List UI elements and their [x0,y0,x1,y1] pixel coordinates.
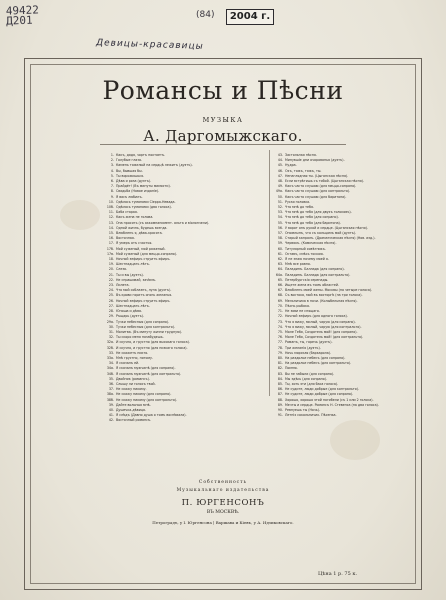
ink-mark: (84) [196,10,215,20]
entry-number: 2. [110,158,114,163]
entry-title: Не скажетъ никто. [116,350,149,355]
entry-title: Ищете жена въ томъ областей. [285,283,340,288]
contents-entry [273,413,427,418]
entry-number: 69. [277,298,283,303]
entry-number: 73. [277,319,283,324]
entry-number: 56. [277,225,283,230]
entry-number: 64. [277,267,283,272]
entry-title: Вы не забыли (для сопрано). [285,371,335,376]
entry-title: Титулярный совѣтникъ. [285,246,326,251]
entry-title: Вы, бывшая бы. [116,168,143,173]
publisher-name: П. ЮРГЕНСОНЪ [181,498,265,508]
entry-title: Слеза. [116,267,128,272]
entry-title: Я сказалъ мужчинѣ (для сопрано). [116,366,176,371]
music-label: МУЗЫКА [202,116,244,124]
entry-number: 45. [277,163,283,168]
entry-title: Какъ часто слушаю (для меццо-сопрано). [285,184,357,189]
entry-number: 66. [277,283,283,288]
entry-title: Одѣлась туманами Сіерра-Невада. [116,199,176,204]
entry-number: 32б. [106,345,114,350]
entry-title: Не скажу никому (для сопрано). [116,392,172,397]
entry-title: Мой суженый (для меццо-сопрано). [116,251,178,256]
entry-number: 13. [108,220,114,225]
entry-number: 55. [277,220,283,225]
entry-number: 32. [108,335,114,340]
entry-title: Мой суженый, мой ряженый. [116,246,166,251]
entry-number: 53. [277,210,283,215]
entry-title: Восточная. [116,236,135,241]
entry-number: 11. [108,210,114,215]
entry-title: Я слѣдъ (Давно душа о томъ воспѣвала). [116,413,187,418]
entry-title: Одной жизнь, будешь всегда. [116,225,168,230]
entry-title: Помню. [285,366,298,371]
entry-number: 34. [108,361,114,366]
entry-title: Что мнѣ до тебя. [285,205,314,210]
entry-number: 3. [110,163,114,168]
entry-number: 64а. [275,272,283,277]
entry-title: И скучно, и грустно (для низкаго голоса). [116,345,188,350]
entry-title: На раздолье небесъ (для контральто). [285,361,352,366]
entry-number: 14. [108,225,114,230]
entry-title: У ворот онъ рукой и сердце. (Цыганская пѣсня). [285,225,368,230]
entry-title: Ночной зефиръ (для одного голоса). [285,314,348,319]
entry-title: Ты, хоть эти (для баса голоса). [285,381,339,386]
entry-number: 40. [108,407,114,412]
entry-title: Пѣснь рыбака. [285,303,310,308]
entry-title: Русая головка. [285,199,311,204]
entry-title: Охъ, тяжъ, тяжъ, ты. [285,168,322,173]
entry-title: Дѣва и роза (дуэтъ). [116,179,152,184]
entry-title: Молитва. (Въ минуту жизни трудную). [116,329,183,334]
entry-title: Ночной зефиръ струитъ эфиръ. [116,257,171,262]
entry-title: Паладинъ. Баллада (для сопрано). [285,267,345,272]
entry-number: 54. [277,215,283,220]
entry-number: 17в. [106,251,114,256]
entry-title: Я сказалъ ей. [116,361,140,366]
publisher-city: ВЪ МОСКВѢ. [206,510,240,515]
entry-title: Какъ жена не голова. [116,215,154,220]
entry-number: 65. [277,277,283,282]
entry-number: 12. [108,215,114,220]
price-label: Цѣна 1 р. 75 к. [318,571,358,577]
entry-number: 59. [277,241,283,246]
entry-number: 30. [108,324,114,329]
entry-number: 39. [108,402,114,407]
entry-title: Моле Тебя, Создатель мой! (для контральто). [285,335,364,340]
entry-title: Одѣлась туманами (два голоса). [116,205,172,210]
entry-number: 28. [108,309,114,314]
entry-number: 46. [277,168,283,173]
entry-title: Моле Тебя, Создатель мой! (для сопрано). [285,329,358,334]
entry-number: 23. [108,283,114,288]
handwritten-title-note: Девицы-красавицы [95,38,204,52]
entry-number: 61. [277,251,283,256]
entry-number: 34б. [106,371,114,376]
entry-number: 4. [110,168,114,173]
entry-number: 70. [277,303,283,308]
entry-number: 89. [277,402,283,407]
entry-title: Мельничиха в ночи. (Колыбельная пѣсня). [285,298,358,303]
entry-title: Свадьба (Новое изданіе). [116,189,160,194]
entry-title: Ръщарь (дуэтъ). [116,314,144,319]
entry-title: Три желанія (дуэтъ). [285,345,321,350]
entry-number: 10б. [106,205,114,210]
entry-number: 20. [108,267,114,272]
entry-number: 51. [277,199,283,204]
entry-number: 75. [277,329,283,334]
entry-number: 76. [277,335,283,340]
entry-title: Восточный романсъ. [116,418,152,423]
entry-title: Влюбленъ моей жены. Москвы (на четыре голоса). [285,288,373,293]
entry-title: Мы здѣсь (для сопрано). [285,376,328,381]
column-divider [269,150,270,396]
entry-title: Какъ, дядя, чортъ ноктаетъ. [116,153,166,157]
entry-number: 34а. [106,366,114,371]
entry-number: 84. [277,376,283,381]
entry-number: 44. [277,158,283,163]
entry-number: 71. [277,309,283,314]
entry-number: 80. [277,355,283,360]
contents-column-right [273,153,427,418]
entry-number: 35. [108,376,114,381]
entry-title: Нудра. [285,163,297,168]
publisher-house-label: Музыкальнаго издательства [176,488,270,493]
entry-number: 10. [108,199,114,204]
entry-number: 27. [108,303,114,308]
entry-number: 82. [277,366,283,371]
entry-number: 74. [277,324,283,329]
entry-title: Я умеръ отъ счастья. [116,241,153,246]
entry-number: 16. [108,236,114,241]
entry-title: Что мнѣ до тебя (для двухъ голосовъ). [285,210,352,215]
entry-number: 8. [110,189,114,194]
entry-number: 85. [277,381,283,386]
entry-title: Лилета. [116,283,130,288]
entry-number: 90. [277,407,283,412]
entry-title: Петербургскія серенады. [285,277,329,282]
entry-title: Романъ, ты, горечь (дуэтъ). [285,340,333,345]
entry-number: 68. [277,293,283,298]
entry-number: 67. [277,288,283,293]
entry-number: 58. [277,236,283,241]
entry-title: Слышу ли голосъ твой. [116,381,156,386]
entry-title: Мнѣ грустно, потому. [116,355,153,360]
entry-number: 81. [277,361,283,366]
entry-title: Ночной зефиръ струитъ эфиръ. [116,298,171,303]
entry-title: Шестнадцать лѣтъ. [116,303,150,308]
library-stamp: 2004 г. [226,9,274,25]
entry-title: Прайдёт! (Въ минуты мимости). [116,184,171,189]
entry-number: 50. [277,194,283,199]
entry-title: Она просить (съ аккомпанимент. альта и віолончели). [116,220,210,225]
entry-title: Ненаглядная ты. (Цыганская пѣсня). [285,173,349,178]
entry-title: И скучно, и грустно (для высокаго голоса). [116,340,190,345]
entry-title: Не скажу никому. [116,387,147,392]
entry-number: 1. [110,153,114,157]
entry-number: 86. [277,387,283,392]
entry-title: Застольная пѣсня. [285,153,317,157]
entry-title: Червякъ. (Комическая пѣсня). [285,241,337,246]
entry-title: Какъ часто слушаю (для контральто). [285,189,351,194]
entry-title: Ты ворожишься. [116,173,145,178]
entry-title: Что мой соблазнъ, луна (дуэтъ). [116,288,172,293]
entry-number: 29а. [106,319,114,324]
title-rule [100,144,346,145]
entry-number: 21. [108,272,114,277]
entry-number: 17б. [106,246,114,251]
entry-title: Что мнѣ до тебя (для баритона). [285,220,341,225]
entry-title: Паладинъ. Баллада (для контральто). [285,272,351,277]
entry-number: 87. [277,392,283,397]
entry-number: 9. [110,194,114,199]
entry-title: На раздолье небесъ (для сопрано). [285,355,346,360]
entry-number: 88. [277,397,283,402]
entry-title: Минувшіе дни очарованья (дуэтъ). [285,158,345,163]
entry-title: Я васъ любилъ. [116,194,143,199]
contents-column-left [104,153,258,424]
publisher-ownership: Собственность [198,480,248,485]
entry-title: Юноша и дѣва. [116,309,142,314]
entry-title: Влюбленъ я, дѣва-красота. [116,231,163,236]
entry-title: Если встрѣтишь съ тобой. (Цыганская пѣсня). [285,179,364,184]
entry-title: Старый капралъ. (Драматическая пѣсня) (Нов. изд.). [285,236,376,241]
entry-number: 17. [108,241,114,246]
entry-number: 60. [277,246,283,251]
entry-number: 49. [277,184,283,189]
entry-number: 19. [108,262,114,267]
entry-title: Что я вижу, милый, чарую (для контральто). [285,324,362,329]
entry-title: Ночь морская (баркарола). [285,350,331,355]
entry-number: 29. [108,314,114,319]
entry-title: Ревнуешь ты (Ночь). [285,407,320,412]
entry-title: Я не знаю почему моей я. [285,257,329,262]
entry-number: 43. [277,153,283,157]
entry-number: 25. [108,293,114,298]
entry-title: Камень тяжелый на сердцѣ лежитъ (дуэтъ). [116,163,193,168]
entry-title: Дайте вольныя мнѣ. [116,402,151,407]
entry-number: 26. [108,298,114,303]
entry-title: Душечка-дѣвица. [116,407,147,412]
entry-title: Я сказалъ мужчинѣ (для контральто). [116,371,182,376]
entry-title: Не спрашивай, зачѣмъ. [116,277,157,282]
entry-number: 72. [277,314,283,319]
entry-number: 6. [110,179,114,184]
entry-number: 7. [110,184,114,189]
entry-number: 48. [277,179,283,184]
entry-number: 32а. [106,340,114,345]
entry-title: Что я вижу, милый, чарую (для сопрано). [285,319,356,324]
entry-number: 5. [110,173,114,178]
entry-number: 63. [277,262,283,267]
entry-title: Ономлынъ, что съ кольцомъ мой (дуэтъ). [285,231,357,236]
cover-title: Романсы и Пѣсни [102,76,344,105]
entry-number: 33. [108,350,114,355]
entry-title: Мечты и сердце. Романсъ Н. Стевенса (на два голоса). [285,402,379,407]
entry-title: Не скажу никому (для контральто). [116,397,178,402]
entry-title: Летніх сокольничих. Пѣсенка. [285,413,337,418]
entry-number: 78. [277,345,283,350]
entry-title: Шестнадцать лѣтъ. [116,262,150,267]
composer-name: А. Даргомыжскаго. [143,127,303,145]
entry-title: Хорошо, хорошо этой погибели (съ 1 или 2 голоса). [285,397,374,402]
entry-number: 52. [277,205,283,210]
entry-title: Баба старая. [116,210,138,215]
entry-number: 42. [108,418,114,423]
contents-entry [104,418,258,423]
entry-number: 31. [108,329,114,334]
entry-title: Мнѣ все равно. [285,262,311,267]
entry-title: Оставъ, смѣсь тоскою. [285,251,324,256]
entry-number: 36. [108,381,114,386]
entry-title: Тучки небесныя (для контральто). [116,324,176,329]
entry-title: Голубые глаза. [116,158,142,163]
entry-title: Не судите, люди добрые (для сопрано). [285,392,354,397]
entry-title: Не зови не спящаго. [285,309,320,314]
entry-title: Съ востока, мой въ восторгѣ (на три голоса). [285,293,363,298]
entry-number: 38а. [106,392,114,397]
entry-number: 24. [108,288,114,293]
entry-title: Тучки небесныя (для сопрано). [116,319,170,324]
entry-number: 77. [277,340,283,345]
entry-number: 79. [277,350,283,355]
entry-number: 33а. [106,355,114,360]
entry-title: Какъ часто слушаю (для баритона). [285,194,347,199]
entry-number: 37. [108,387,114,392]
entry-number: 18. [108,257,114,262]
entry-number: 15. [108,231,114,236]
entry-number: 49а. [275,189,283,194]
entry-number: 83. [277,371,283,376]
publisher-branches: Петроградъ, у I. Юргенсона | Варшава и Кіевъ, у А. Идзиковскаго. [152,520,294,525]
entry-number: 57. [277,231,283,236]
entry-title: Въ крови горитъ огонь желанья. [116,293,173,298]
entry-title: Двойник (романсъ). [116,376,150,381]
handwritten-catalog-number: 49422 Д201 [5,3,40,28]
entry-title: Ты и вы (дуэтъ). [116,272,144,277]
entry-number: 62. [277,257,283,262]
entry-number: 41. [108,413,114,418]
entry-number: 91. [277,413,283,418]
entry-title: Ты скоро меня позабудешь. [116,335,164,340]
entry-number: 22. [108,277,114,282]
entry-title: Не судите, люди добрые (для контральто). [285,387,360,392]
entry-title: Что мнѣ до тебя (для сопрано). [285,215,339,220]
entry-number: 38б. [106,397,114,402]
entry-number: 47. [277,173,283,178]
